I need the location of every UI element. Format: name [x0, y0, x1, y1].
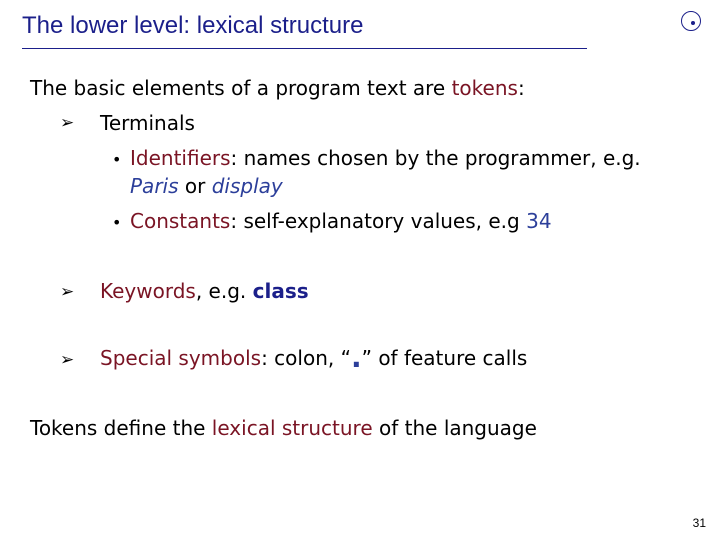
- identifiers-text: : names chosen by the programmer, e.g.: [230, 146, 641, 170]
- constants-line: [130, 209, 552, 233]
- conclusion-line: [30, 416, 537, 440]
- circled-dot-logo-icon: [681, 11, 701, 31]
- title-underline: [22, 48, 587, 49]
- special-symbols-line: [100, 341, 528, 374]
- terminals-label: Terminals: [100, 111, 195, 135]
- tokens-term: tokens: [451, 76, 518, 100]
- intro-colon: :: [517, 76, 525, 100]
- constants-text: : self-explanatory values, e.g: [230, 209, 527, 233]
- special-symbols-term: Special symbols: [100, 346, 262, 370]
- dot-bullet-icon: •: [112, 150, 122, 169]
- slide-title: The lower level: lexical structure: [22, 12, 364, 39]
- conclusion-text2: of the language: [372, 416, 537, 440]
- examples-or: or: [178, 174, 212, 198]
- arrow-bullet-icon: ➢: [60, 282, 75, 302]
- page-number: 31: [692, 516, 706, 530]
- keywords-example: class: [252, 279, 309, 303]
- special-symbols-text: : colon, “: [261, 346, 351, 370]
- arrow-bullet-icon: ➢: [60, 113, 75, 133]
- constants-example: 34: [526, 209, 552, 233]
- identifiers-examples: [130, 174, 283, 198]
- constants-term: Constants: [130, 209, 231, 233]
- arrow-bullet-icon: ➢: [60, 350, 75, 370]
- identifiers-line: [130, 146, 641, 170]
- example-paris: Paris: [130, 174, 179, 198]
- identifiers-term: Identifiers: [130, 146, 231, 170]
- dot-bullet-icon: •: [112, 213, 122, 232]
- keywords-text: , e.g.: [195, 279, 253, 303]
- conclusion-text1: Tokens define the: [30, 416, 212, 440]
- example-display: display: [211, 174, 283, 198]
- special-symbols-text2: ” of feature calls: [361, 346, 528, 370]
- lexical-structure-term: lexical structure: [211, 416, 373, 440]
- keywords-term: Keywords: [100, 279, 196, 303]
- keywords-line: [100, 279, 309, 303]
- dot-symbol: .: [350, 341, 362, 374]
- intro-text: The basic elements of a program text are: [30, 76, 452, 100]
- intro-line: [30, 76, 525, 100]
